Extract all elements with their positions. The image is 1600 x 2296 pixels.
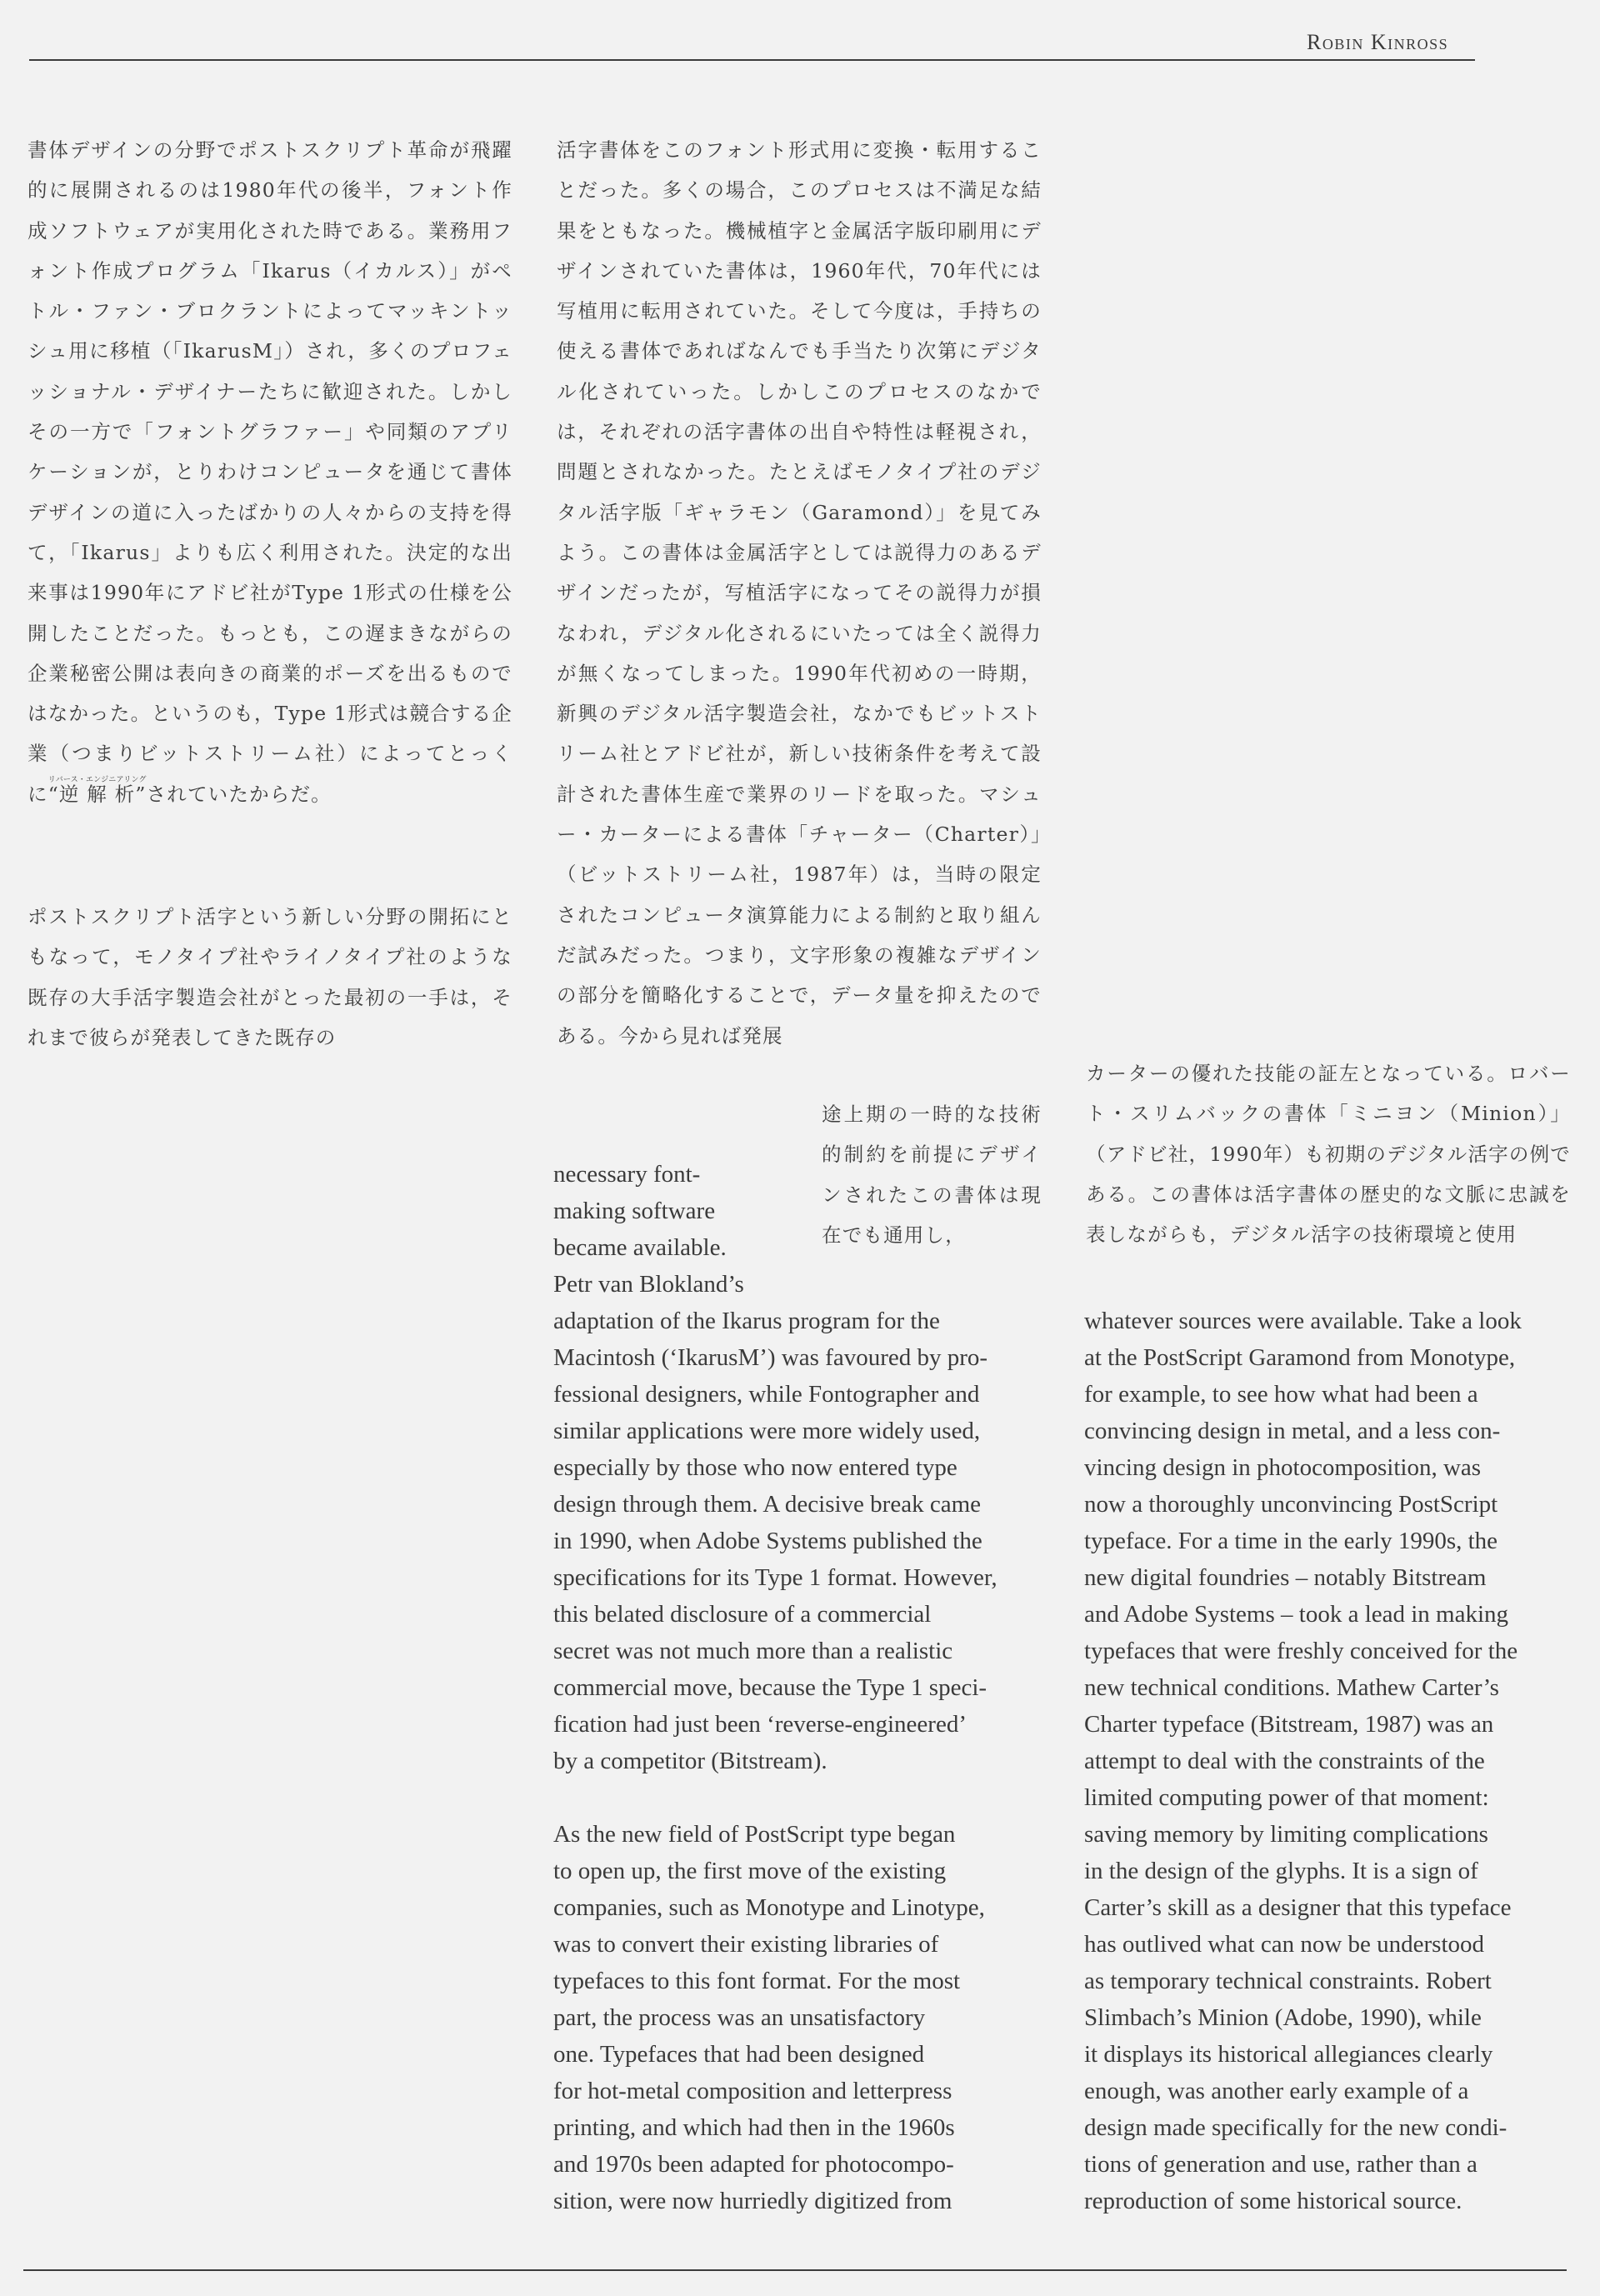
en-line: in the design of the glyphs. It is a sign of [1084,1858,1478,1884]
en-line: this belated disclosure of a commercial [553,1601,932,1628]
en-line: at the PostScript Garamond from Monotype, [1084,1344,1516,1371]
en-line: Macintosh (‘IkarusM’) was favoured by pro- [553,1344,988,1371]
jp-col1-paragraph-1-end: されていたからだ。 [146,782,332,806]
en-line: Petr van Blokland’s [553,1271,744,1298]
author-name: Robin Kinross [1307,30,1449,54]
en-line: has outlived what can now be understood [1084,1931,1485,1958]
jp-col1-paragraph-1 [28,130,512,814]
en-line: was to convert their existing libraries of [553,1931,939,1958]
en-line: fication had just been ‘reverse-engineered’ [553,1711,967,1738]
jp-col2-text: 活字書体をこのフォント形式用に変換・転用することだった。多くの場合，このプロセスは不満足な結果をともなった。機械植字と金属活字版印刷用にデザインされていた書体は，1960年代，70年代には写植用に転用されていた。そして今度は，手持ちの使える書体であればなんでも手当たり次第にデジタル化されていった。しかしこのプロセスのなかでは，それぞれの活字書体の出自や特性は軽視され，問題とされなかった。たとえばモノタイプ社のデジタル活字版「ギャラモン（Garamond）」を見てみよう。この書体は金属活字としては説得力のあるデザインだったが，写植活字になってその説得力が損なわれ，デジタル化されるにいたっては全く説得力が無くなってしまった。1990年代初めの一時期，新興のデジタル活字製造会社，なかでもビットストリーム社とアドビ社が，新しい技術条件を考えて設計された書体生産で業界のリードを取った。マシュー・カーターによる書体「チャーター（Charter）」（ビットストリーム社，1987年）は，当時の限定されたコンピュータ演算能力による制約と取り組んだ試みだった。つまり，文字形象の複雑なデザインの部分を簡略化することで，データ量を抑えたのである。今から見れば発展 [557,138,1042,1048]
en-line: fessional designers, while Fontographer and [553,1381,980,1408]
en-line: specifications for its Type 1 format. However, [553,1564,998,1591]
en-line: similar applications were more widely used, [553,1418,981,1444]
en-line: new digital foundries – notably Bitstream [1084,1564,1487,1591]
en-line: adaptation of the Ikarus program for the [553,1308,940,1334]
en-line: reproduction of some historical source. [1084,2188,1462,2214]
en-line: making software [553,1198,716,1224]
jp-column-3 [1086,1053,1571,1254]
en-line: for example, to see how what had been a [1084,1381,1478,1408]
en-line: one. Typefaces that had been designed [553,2041,925,2068]
en-line: enough, was another early example of a [1084,2078,1469,2104]
en-line: by a competitor (Bitstream). [553,1748,828,1774]
jp-column-1 [28,130,512,814]
jp-column-1-paragraph-2 [28,897,512,1058]
jp-ruby-base: “逆 解 析” [48,782,147,806]
en-line: sition, were now hurriedly digitized from [553,2188,952,2214]
en-line: tions of generation and use, rather than a [1084,2151,1478,2178]
en-line: Charter typeface (Bitstream, 1987) was an [1084,1711,1494,1738]
en-line: typeface. For a time in the early 1990s, the [1084,1528,1498,1554]
en-line: became available. [553,1234,727,1261]
en-line: new technical conditions. Mathew Carter’s [1084,1674,1499,1701]
jp-col3-text: カーターの優れた技能の証左となっている。ロバート・スリムバックの書体「ミニヨン（Minion）」（アドビ社，1990年）も初期のデジタル活字の例である。この書体は活字書体の歴史的な文脈に忠誠を表しながらも，デジタル活字の技術環境と使用 [1086,1062,1571,1247]
en-line: Slimbach’s Minion (Adobe, 1990), while [1084,2004,1482,2031]
header-rule [29,59,1475,61]
footer-rule [23,2269,1567,2271]
jp-ruby [48,775,147,806]
en-line: attempt to deal with the constraints of the [1084,1748,1485,1774]
en-line: necessary font- [553,1161,701,1188]
en-line: saving memory by limiting complications [1084,1821,1488,1848]
en-line: secret was not much more than a realistic [553,1638,953,1664]
en-line: to open up, the first move of the existing [553,1858,947,1884]
jp-col1-paragraph-1-text: 書体デザインの分野でポストスクリプト革命が飛躍的に展開されるのは1980年代の後半，フォント作成ソフトウェアが実用化された時である。業務用フォント作成プログラム「Ikarus（イカルス）」がペトル・ファン・ブロクラントによってマッキントッシュ用に移植（「IkarusM」）され，多くのプロフェッショナル・デザイナーたちに歓迎された。しかしその一方で「フォントグラファー」や同類のアプリケーションが，とりわけコンピュータを通じて書体デザインの道に入ったばかりの人々からの支持を得て，「Ikarus」よりも広く利用された。決定的な出来事は1990年にアドビ社がType 1形式の仕様を公開したことだった。もっとも，この遅まきながらの企業秘密公開は表向きの商業的ポーズを出るものではなかった。というのも，Type 1形式は競合する企業（つまりビットストリーム社）によってとっくに [28,138,512,806]
en-line: typefaces that were freshly conceived for the [1084,1638,1518,1664]
en-line: now a thoroughly unconvincing PostScript [1084,1491,1498,1518]
en-column-2-paragraph-2 [553,1816,985,2219]
en-line: commercial move, because the Type 1 speci- [553,1674,988,1701]
en-line: part, the process was an unsatisfactory [553,2004,926,2031]
en-line: it displays its historical allegiances clearly [1084,2041,1493,2068]
jp-ruby-text: リバース・エンジニアリング [48,775,147,784]
jp-col2-tail-text: 途上期の一時的な技術的制約を前提にデザインされたこの書体は現在でも通用し， [822,1103,1042,1247]
en-line: typefaces to this font format. For the most [553,1968,961,1994]
en-column-3 [1084,1303,1522,2219]
en-line: limited computing power of that moment: [1084,1784,1489,1811]
en-line: convincing design in metal, and a less con- [1084,1418,1501,1444]
en-line: and Adobe Systems – took a lead in making [1084,1601,1509,1628]
en-line: in 1990, when Adobe Systems published the [553,1528,982,1554]
en-line: printing, and which had then in the 1960s [553,2114,955,2141]
jp-col1-paragraph-2-text: ポストスクリプト活字という新しい分野の開拓にともなって，モノタイプ社やライノタイプ社のような既存の大手活字製造会社がとった最初の一手は，それまで彼らが発表してきた既存の [28,905,512,1049]
jp-column-2 [557,130,1042,1056]
en-line: design through them. A decisive break came [553,1491,981,1518]
en-line: design made specifically for the new condi- [1084,2114,1508,2141]
en-line: Carter’s skill as a designer that this typeface [1084,1894,1512,1921]
en-column-2-paragraph-1 [553,1303,998,1779]
en-line: vincing design in photocomposition, was [1084,1454,1482,1481]
en-line: As the new field of PostScript type began [553,1821,956,1848]
en-line: whatever sources were available. Take a look [1084,1308,1522,1334]
en-line: especially by those who now entered type [553,1454,958,1481]
en-line: and 1970s been adapted for photocompo- [553,2151,954,2178]
en-line: companies, such as Monotype and Linotype, [553,1894,985,1921]
en-column-2-intro [553,1156,744,1303]
en-line: as temporary technical constraints. Robert [1084,1968,1492,1994]
en-line: for hot-metal composition and letterpress [553,2078,952,2104]
jp-column-2-tail [822,1094,1042,1255]
